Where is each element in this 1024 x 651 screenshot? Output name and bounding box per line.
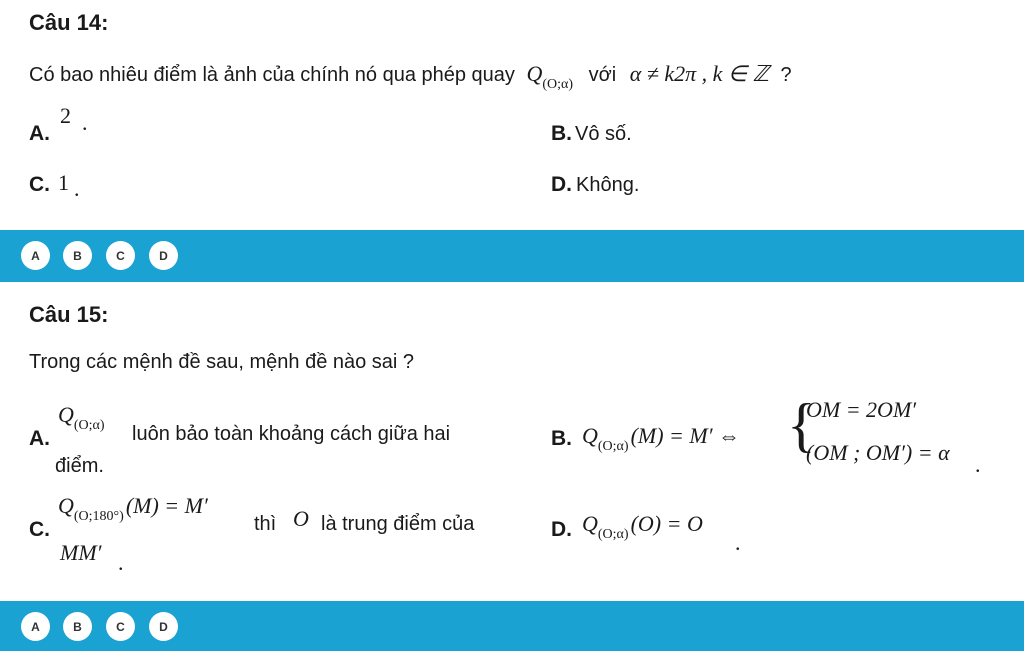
q15-option-d-expr: Q(O;α)(O) = O xyxy=(582,511,703,542)
q14-condition: α ≠ k2π , k ∈ ℤ xyxy=(629,61,769,86)
answer-bar-q15 xyxy=(0,601,1024,651)
q14-option-c-value: 1 xyxy=(58,170,69,195)
q14-option-d-value: Không. xyxy=(576,174,640,196)
q14-option-c-label: C. xyxy=(29,173,50,196)
q15-option-c-label: C. xyxy=(29,518,50,541)
q14-title: Câu 14: xyxy=(29,10,109,35)
q15-option-c-mm: MM′ xyxy=(60,540,102,565)
q15-option-b-dot: . xyxy=(975,452,981,477)
q15-option-c-text: thì xyxy=(254,513,277,535)
q14-rotation-symbol: $Q_{(O;\alpha)}$ xyxy=(526,61,574,92)
q14-option-b-value: Vô số. xyxy=(575,123,632,145)
q15-option-c-expr: Q(O;180°)(M) = M′ xyxy=(58,493,208,524)
q15-option-a-label: A. xyxy=(29,427,50,450)
q14-prompt xyxy=(29,61,792,93)
q15-option-b-brace: { xyxy=(787,392,816,458)
q15-option-b-line-1: OM = 2OM′ xyxy=(806,397,917,422)
q14-with: với xyxy=(588,64,617,86)
q14-option-a-value: 2 xyxy=(60,103,71,128)
q14-prompt-text: Có bao nhiêu điểm là ảnh của chính nó qua phép quay xyxy=(29,64,515,86)
q14-answer-a-button[interactable]: A xyxy=(21,241,50,270)
q15-answer-c-button[interactable]: C xyxy=(106,612,135,641)
q15-answer-a-button[interactable]: A xyxy=(21,612,50,641)
q15-option-a-symbol: Q(O;α) xyxy=(58,402,105,433)
q14-option-c-dot: . xyxy=(74,176,80,201)
q14-option-d-label: D. xyxy=(551,173,572,196)
q15-option-c-text-2: là trung điểm của xyxy=(321,513,475,535)
q15-answer-b-button[interactable]: B xyxy=(63,612,92,641)
q15-option-d-label: D. xyxy=(551,518,572,541)
q15-option-c-dot: . xyxy=(118,550,124,575)
q15-title: Câu 15: xyxy=(29,302,109,327)
q15-option-c-o: O xyxy=(293,506,309,531)
answer-bar-q14 xyxy=(0,230,1024,282)
q14-answer-d-button[interactable]: D xyxy=(149,241,178,270)
q14-answer-c-button[interactable]: C xyxy=(106,241,135,270)
q15-answer-d-button[interactable]: D xyxy=(149,612,178,641)
q14-option-a-dot: . xyxy=(82,110,88,135)
q14-answer-b-button[interactable]: B xyxy=(63,241,92,270)
q15-option-d-dot: . xyxy=(735,530,741,555)
q15-option-a-text: luôn bảo toàn khoảng cách giữa hai xyxy=(132,423,451,445)
q14-option-a-label: A. xyxy=(29,122,50,145)
q15-option-a-text-2: điểm. xyxy=(55,455,104,477)
q14-prompt-end: ? xyxy=(780,64,792,86)
q15-prompt: Trong các mệnh đề sau, mệnh đề nào sai ? xyxy=(29,351,415,373)
q15-option-b-label: B. xyxy=(551,427,572,450)
q15-option-b-line-2: (OM ; OM′) = α xyxy=(806,440,950,465)
q14-option-b-label: B. xyxy=(551,122,572,145)
q15-option-b-expr: Q(O;α)(M) = M′ ⇔ xyxy=(582,423,741,454)
